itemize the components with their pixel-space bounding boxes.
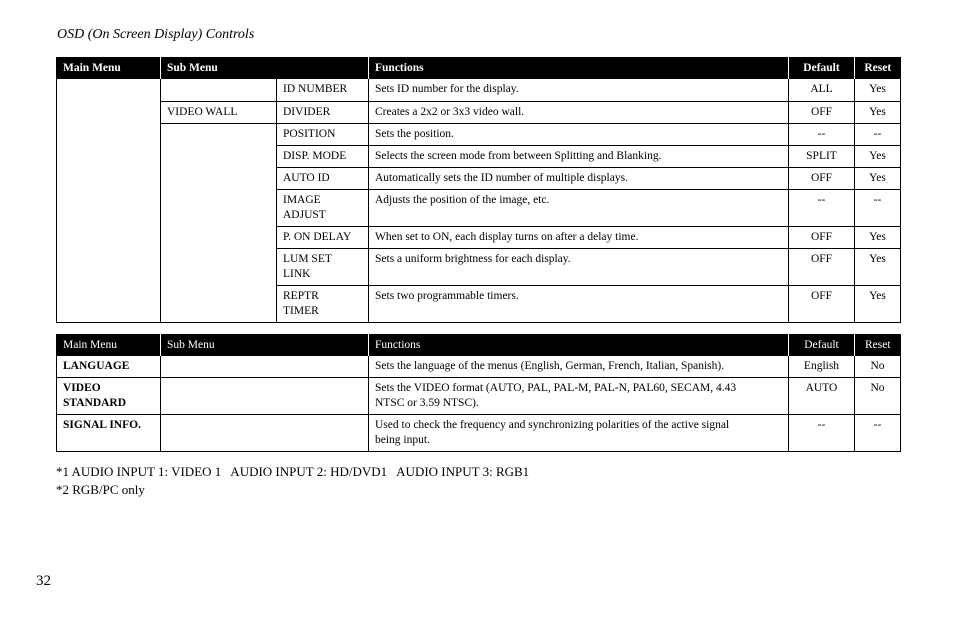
reset-cell: Yes (855, 146, 901, 168)
default-cell: SPLIT (789, 146, 855, 168)
table-row (57, 378, 901, 415)
reset-cell: No (855, 378, 901, 415)
sub-menu-cell (161, 79, 277, 102)
function-cell: Used to check the frequency and synchronizing polarities of the active signal being input. (369, 415, 789, 452)
function-cell: Sets the VIDEO format (AUTO, PAL, PAL-M, PAL-N, PAL60, SECAM, 4.43 NTSC or 3.59 NTSC). (369, 378, 789, 415)
page-number: 32 (36, 573, 51, 589)
function-cell: Creates a 2x2 or 3x3 video wall. (369, 102, 789, 124)
main-menu-cell (57, 79, 161, 323)
menu-item-cell: ID NUMBER (277, 79, 369, 102)
reset-cell: Yes (855, 102, 901, 124)
function-cell: Sets the language of the menus (English, German, French, Italian, Spanish). (369, 356, 789, 378)
default-cell: ALL (789, 79, 855, 102)
menu-item-cell: IMAGE ADJUST (277, 190, 369, 227)
reset-cell: -- (855, 124, 901, 146)
table-row (57, 356, 901, 378)
default-cell: AUTO (789, 378, 855, 415)
default-cell: OFF (789, 168, 855, 190)
main-menu-cell: LANGUAGE (57, 356, 161, 378)
menu-item-cell: DIVIDER (277, 102, 369, 124)
function-cell: Sets two programmable timers. (369, 286, 789, 323)
osd-table-settings (56, 334, 901, 452)
menu-item-cell: REPTR TIMER (277, 286, 369, 323)
header-functions: Functions (369, 57, 789, 79)
default-cell: OFF (789, 227, 855, 249)
reset-cell: -- (855, 415, 901, 452)
section-heading: OSD (On Screen Display) Controls (57, 27, 255, 42)
table-header-row (57, 57, 901, 79)
menu-item-cell: POSITION (277, 124, 369, 146)
function-cell: Selects the screen mode from between Splitting and Blanking. (369, 146, 789, 168)
header-reset: Reset (855, 57, 901, 79)
reset-cell: Yes (855, 249, 901, 286)
function-cell: Sets a uniform brightness for each display. (369, 249, 789, 286)
menu-item-cell: DISP. MODE (277, 146, 369, 168)
menu-item-cell: AUTO ID (277, 168, 369, 190)
table-row (57, 415, 901, 452)
reset-cell: Yes (855, 227, 901, 249)
menu-item-cell: LUM SET LINK (277, 249, 369, 286)
table-row (57, 102, 901, 124)
table-header-row (57, 334, 901, 356)
sub-menu-cell: VIDEO WALL (161, 102, 277, 124)
header-main-menu: Main Menu (57, 334, 161, 356)
reset-cell: Yes (855, 286, 901, 323)
function-cell: Automatically sets the ID number of multiple displays. (369, 168, 789, 190)
sub-menu-cell (161, 378, 369, 415)
sub-menu-cell (161, 356, 369, 378)
reset-cell: -- (855, 190, 901, 227)
table-row (57, 124, 901, 146)
function-cell: Sets the position. (369, 124, 789, 146)
default-cell: OFF (789, 286, 855, 323)
sub-menu-cell (161, 415, 369, 452)
sub-menu-cell (161, 124, 277, 323)
function-cell: Adjusts the position of the image, etc. (369, 190, 789, 227)
default-cell: OFF (789, 249, 855, 286)
default-cell: English (789, 356, 855, 378)
footnotes (56, 463, 529, 499)
header-sub-menu: Sub Menu (161, 57, 369, 79)
function-cell: When set to ON, each display turns on after a delay time. (369, 227, 789, 249)
reset-cell: Yes (855, 79, 901, 102)
header-default: Default (789, 57, 855, 79)
function-cell: Sets ID number for the display. (369, 79, 789, 102)
footnote: *2 RGB/PC only (56, 482, 145, 497)
header-reset: Reset (855, 334, 901, 356)
header-default: Default (789, 334, 855, 356)
table-body (57, 79, 901, 323)
default-cell: -- (789, 124, 855, 146)
reset-cell: No (855, 356, 901, 378)
default-cell: OFF (789, 102, 855, 124)
default-cell: -- (789, 415, 855, 452)
header-sub-menu: Sub Menu (161, 334, 369, 356)
header-main-menu: Main Menu (57, 57, 161, 79)
main-menu-cell: SIGNAL INFO. (57, 415, 161, 452)
table-row (57, 79, 901, 102)
footnote: *1 AUDIO INPUT 1: VIDEO 1 AUDIO INPUT 2: HD/DVD1 AUDIO INPUT 3: RGB1 (56, 464, 530, 479)
menu-item-cell: P. ON DELAY (277, 227, 369, 249)
osd-table-video-wall (56, 57, 901, 323)
main-menu-cell: VIDEO STANDARD (57, 378, 161, 415)
table-body (57, 356, 901, 452)
default-cell: -- (789, 190, 855, 227)
header-functions: Functions (369, 334, 789, 356)
reset-cell: Yes (855, 168, 901, 190)
